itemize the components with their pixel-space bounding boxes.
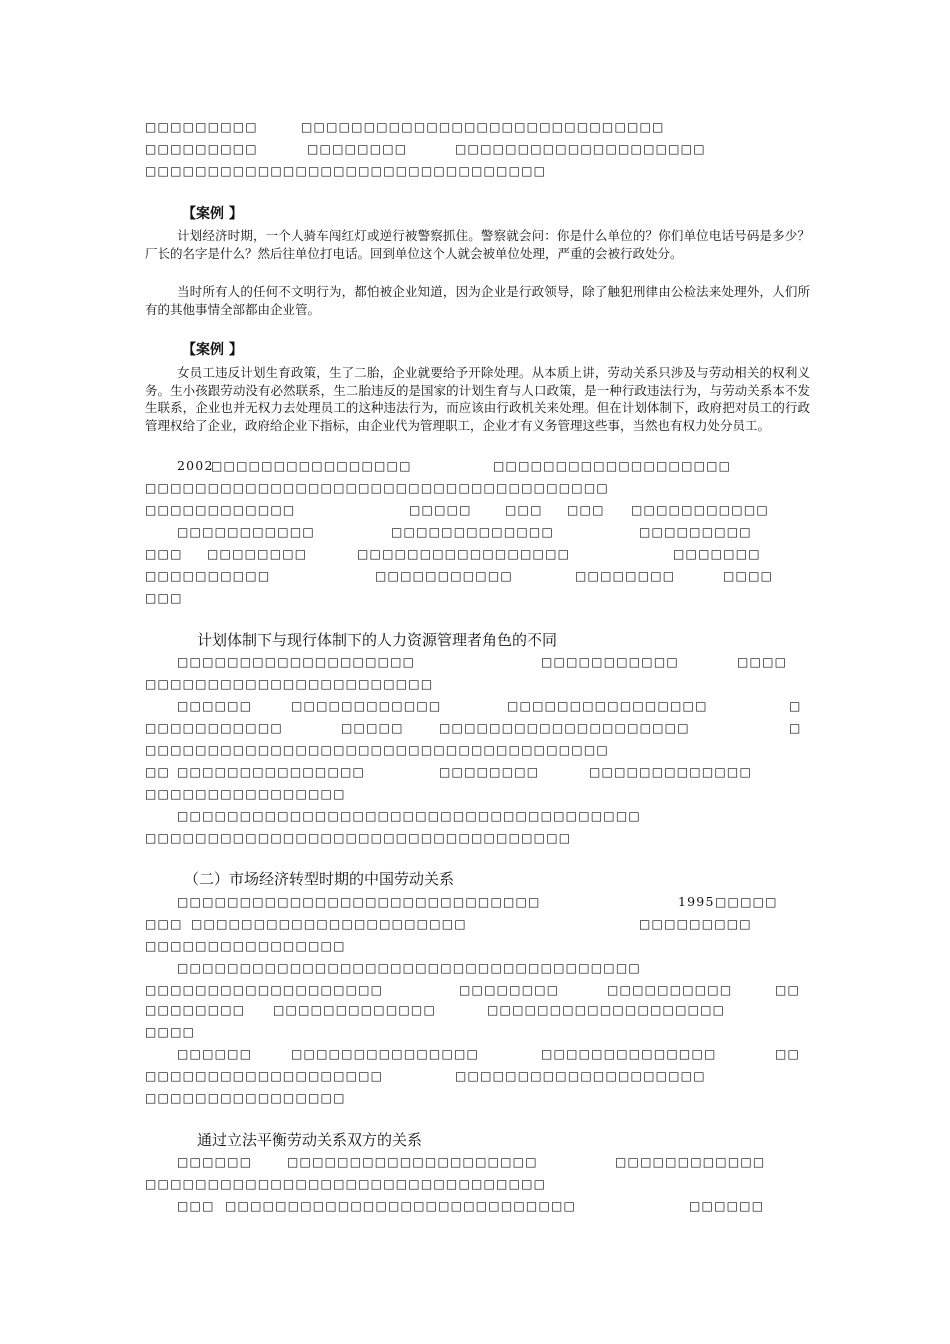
missing-glyphs: □□□□□□□□□□□□□□□□□□□ [177, 655, 416, 669]
missing-glyphs: □□□□□□□□ [575, 569, 676, 583]
missing-glyphs: □□□□□□□□□□□□□□□□□□□□□□□□□□□□□□□□ [145, 164, 547, 178]
missing-glyphs: □□□□□□□□□□□□□□□□□□□□□□□□□□□□□□□□□□□□□ [145, 481, 609, 495]
missing-glyphs: □□□□ [737, 655, 788, 669]
missing-glyphs: □□□□□□□□□□□□□□□□□□□□□□□□□□□□□□□□ [145, 1177, 547, 1191]
text-line [145, 544, 810, 564]
missing-glyphs: □□□□□□□□□□□□ [615, 1155, 766, 1169]
missing-glyphs: □□ [775, 1047, 801, 1061]
text-line [145, 696, 810, 716]
missing-glyphs: □□□ [145, 591, 183, 605]
missing-glyphs: □□□□□ [341, 721, 404, 735]
missing-glyphs: □□□□□□□□□□□□□□□□□□□□□□□□□□□□□□□□□□ [145, 831, 572, 845]
text-line [145, 652, 810, 672]
text-line [145, 522, 810, 542]
missing-glyphs: □□□□□□□□ [459, 983, 560, 997]
missing-glyphs: □□□□□□□□□□□ [631, 503, 769, 517]
text-line [145, 1066, 810, 1086]
text-line [145, 588, 810, 608]
missing-glyphs: □□□□□□□□□□□□□□□ [291, 1047, 480, 1061]
text-line [145, 806, 810, 826]
missing-glyphs: □□□□□ [715, 895, 778, 909]
missing-glyphs: □ [789, 721, 802, 735]
text-line [145, 718, 810, 738]
missing-glyphs: □□□□□□□□□□□□□□□□ [145, 787, 346, 801]
text-line [145, 980, 810, 1000]
missing-glyphs: □□□□□□ [177, 1047, 253, 1061]
missing-glyphs: □□□□□□□□□ [639, 525, 752, 539]
missing-glyphs: □□□□□□□□□□□□□□□□□□□ [145, 1069, 384, 1083]
missing-glyphs: □□□□□□□□□□□□□□□□□□□□□□□□□□□□□□□□□□□□□ [177, 961, 641, 975]
missing-glyphs: □□□□□□□□□□□□ [145, 503, 296, 517]
section-heading: 计划体制下与现行体制下的人力资源管理者角色的不同 [197, 631, 558, 649]
text-line [145, 1174, 810, 1194]
missing-glyphs: □□□□□□□□□□□ [375, 569, 513, 583]
missing-glyphs: □□□□□□□□□□□□□□□□□□□ [487, 1003, 726, 1017]
missing-glyphs: □ [789, 699, 802, 713]
missing-glyphs: □□□□□□□□ [145, 1003, 246, 1017]
missing-glyphs: □□□□□ [409, 503, 472, 517]
missing-glyphs: □□□□□□□□□□□□□□□□□□□ [145, 983, 384, 997]
text-line [145, 117, 810, 137]
missing-glyphs: □□□□ [723, 569, 774, 583]
text-line [145, 784, 810, 804]
missing-glyphs: □□□□ [145, 1025, 196, 1039]
missing-glyphs: □□□□□□□□□□□□□ [391, 525, 554, 539]
missing-glyphs: □□□□□□□□□□□□ [291, 699, 442, 713]
missing-glyphs: □□□□□□□□□ [145, 120, 258, 134]
missing-glyphs: □□□□□□□□□□ [145, 569, 271, 583]
section-heading: 通过立法平衡劳动关系双方的关系 [197, 1131, 423, 1149]
missing-glyphs: □□□□□□□□□□□□□ [589, 765, 752, 779]
missing-glyphs: □□□□□□□□□□□□□□ [541, 1047, 717, 1061]
missing-glyphs: □□□□□□□□ [307, 142, 408, 156]
text-line [145, 740, 810, 760]
year-text: 1995 [678, 894, 715, 909]
missing-glyphs: □□□□□□□□□□□□□□□□□□□□□□□□□□□□□□□□□□□□□ [177, 809, 641, 823]
missing-glyphs: □□□□□□□□□□□□□□□□□□□□□□□□□□□□□ [177, 895, 541, 909]
missing-glyphs: □□□□□□□□□□□□□□□□ [145, 1091, 346, 1105]
missing-glyphs: □□□□□□□□□□□□□□□□□□□□ [455, 142, 706, 156]
missing-glyphs: □□□□□□□□□ [145, 142, 258, 156]
missing-glyphs: □□□ [145, 917, 183, 931]
missing-glyphs: □□□ [505, 503, 543, 517]
case-label: 【案例 】 [182, 342, 243, 358]
missing-glyphs: □□□□□□□□□□□□□□□□ [507, 699, 708, 713]
missing-glyphs: □□□□□□□□□□□□□□□□ [145, 939, 346, 953]
missing-glyphs: □□□□□□□□□□□□□ [273, 1003, 436, 1017]
text-line [145, 478, 810, 498]
text-line [145, 958, 810, 978]
missing-glyphs: □□□□□□□□□ [639, 917, 752, 931]
missing-glyphs: □□□□□□□□□□□□□□□□ [211, 459, 412, 473]
missing-glyphs: □□□□□□□□□□□□□□□□□□□□□□ [191, 917, 467, 931]
text-line [145, 139, 810, 159]
missing-glyphs: □□□□□□ [177, 699, 253, 713]
missing-glyphs: □□□□□□□□□□□□□□□□□□□□□□□□□□□□□ [301, 120, 665, 134]
missing-glyphs: □□□□□□□□□□□□□□□□□□□□□□□□□□□□□□□□□□□□□ [145, 743, 609, 757]
section-heading: （二）市场经济转型时期的中国劳动关系 [184, 870, 455, 888]
missing-glyphs: □□□□□□□□□□□□□□□ [177, 765, 366, 779]
year-text: 2002 [177, 458, 214, 473]
text-line [145, 500, 810, 520]
missing-glyphs: □□ [145, 765, 171, 779]
missing-glyphs: □□□□□□ [177, 1155, 253, 1169]
text-line [145, 161, 810, 181]
case-paragraph: 女员工违反计划生育政策，生了二胎，企业就要给予开除处理。从本质上讲，劳动关系只涉及与劳动相关的权利义务。生小孩跟劳动没有必然联系，生二胎违反的是国家的计划生育与人口政策，是一种行政违法行为，与劳动关系本不发生联系，企业也并无权力去处理员工的这种违法行为，而应该由行政机关来处理。但在计划体制下，政府把对员工的行政管理权给了企业，政府给企业下指标，由企业代为管理职工，企业才有义务管理这些事，当然也有权力处分员工。 [145, 365, 810, 433]
case-paragraph: 计划经济时期，一个人骑车闯红灯或逆行被警察抓住。警察就会问：你是什么单位的？你们单位电话号码是多少？厂长的名字是什么？然后往单位打电话。回到单位这个人就会被单位处理，严重的会被行政处分。 [145, 228, 810, 261]
text-line [145, 1000, 810, 1020]
missing-glyphs: □□□ [145, 547, 183, 561]
missing-glyphs: □□ [775, 983, 801, 997]
missing-glyphs: □□□□□□□□□□□□□□□□□□□□□□□ [145, 677, 434, 691]
text-line [145, 566, 810, 586]
missing-glyphs: □□□ [177, 1199, 215, 1213]
text-line [145, 892, 810, 912]
text-line [145, 1088, 810, 1108]
text-line [145, 828, 810, 848]
text-line [145, 1152, 810, 1172]
missing-glyphs: □□□□□□□□□□□□□□□□□ [357, 547, 571, 561]
missing-glyphs: □□□□□□□□□□□□□□□□□□□ [493, 459, 732, 473]
missing-glyphs: □□□□□□□□□□ [607, 983, 733, 997]
missing-glyphs: □□□□□□□ [673, 547, 761, 561]
missing-glyphs: □□□□□□□□□□□□□□□□□□□□ [439, 721, 690, 735]
missing-glyphs: □□□□□□□□□□□ [541, 655, 679, 669]
missing-glyphs: □□□□□□□□ [439, 765, 540, 779]
text-line [145, 762, 810, 782]
text-line [145, 456, 810, 476]
text-line [145, 674, 810, 694]
case-label: 【案例 】 [182, 206, 243, 222]
missing-glyphs: □□□□□□□□□□□□□□□□□□□□ [287, 1155, 538, 1169]
text-line [145, 914, 810, 934]
missing-glyphs: □□□□□□□□□□□ [145, 721, 283, 735]
missing-glyphs: □□□□□□□□ [207, 547, 308, 561]
text-line [145, 1022, 810, 1042]
missing-glyphs: □□□□□□□□□□□□□□□□□□□□ [455, 1069, 706, 1083]
missing-glyphs: □□□□□□ [689, 1199, 765, 1213]
missing-glyphs: □□□□□□□□□□□ [177, 525, 315, 539]
text-line [145, 1044, 810, 1064]
text-line [145, 936, 810, 956]
missing-glyphs: □□□ [567, 503, 605, 517]
missing-glyphs: □□□□□□□□□□□□□□□□□□□□□□□□□□□□ [225, 1199, 577, 1213]
case-paragraph: 当时所有人的任何不文明行为，都怕被企业知道，因为企业是行政领导，除了触犯刑律由公检法来处理外，人们所有的其他事情全部都由企业管。 [145, 284, 810, 317]
text-line [145, 1196, 810, 1216]
